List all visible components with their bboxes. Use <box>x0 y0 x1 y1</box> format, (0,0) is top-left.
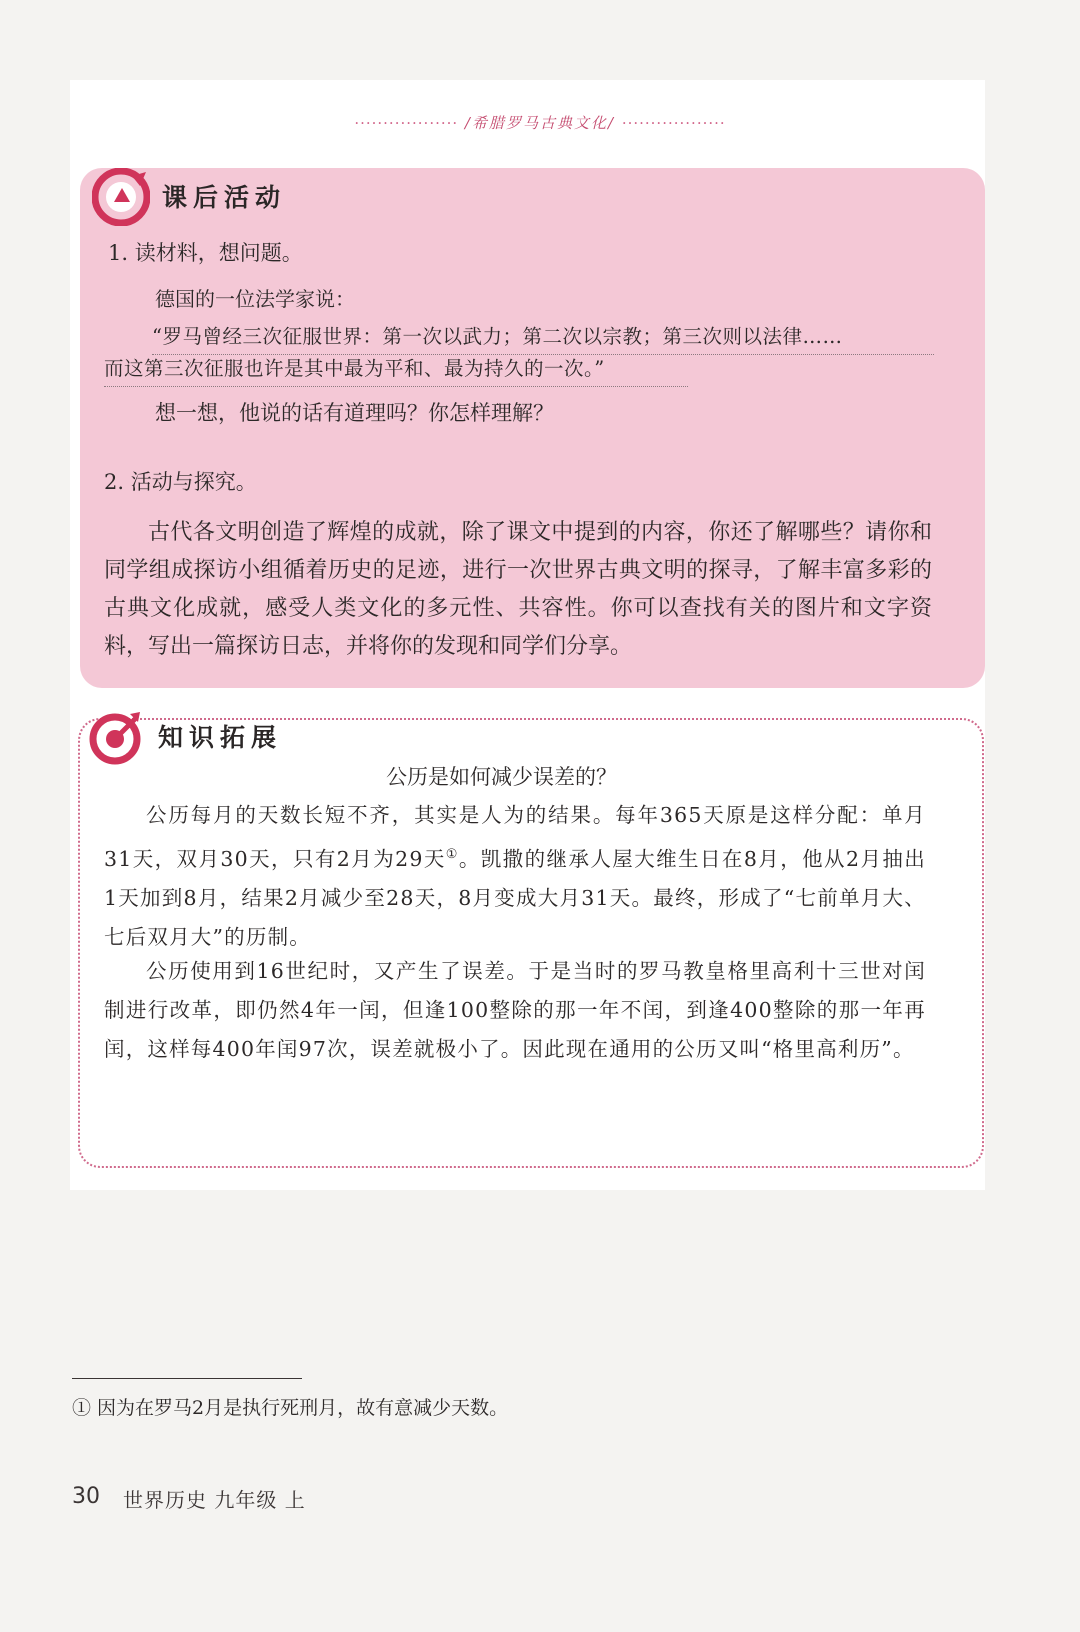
q1-label: 1. 读材料，想问题。 <box>108 241 303 265</box>
knowledge-para2: 公历使用到16世纪时，又产生了误差。于是当时的罗马教皇格里高利十三世对闰制进行改革，即仍然4年一闰，但逢100整除的那一年不闰，到逢400整除的那一年再闰，这样每400年闰97次，误差就极小了。因此现在通用的公历又叫“格里高利历”。 <box>104 959 926 1061</box>
q1-prompt: 想一想，他说的话有道理吗？你怎样理解？ <box>155 401 554 425</box>
book-title: 世界历史 九年级 上 <box>123 1488 306 1512</box>
knowledge-subtitle: 公历是如何减少误差的？ <box>386 765 617 789</box>
activity-icon <box>92 168 150 226</box>
knowledge-title: 知识拓展 <box>158 723 283 752</box>
knowledge-icon <box>86 708 144 766</box>
q1-quote-line2: 而这第三次征服也许是其中最为平和、最为持久的一次。” <box>104 352 688 387</box>
q2-body: 古代各文明创造了辉煌的成就，除了课文中提到的内容，你还了解哪些？请你和同学组成探访小组循着历史的足迹，进行一次世界古典文明的探寻，了解丰富多彩的古典文化成就，感受人类文化的多元性、共容性。你可以查找有关的图片和文字资料，写出一篇探访日志，并将你的发现和同学们分享。 <box>104 520 932 659</box>
para1-part-b: 。凯撒的继承人屋大维生日在8月，他从2月抽出1天加到8月，结果2月减少至28天，8月变成大月31天。最终，形成了“七前单月大、七后双月大”的历制。 <box>104 846 926 949</box>
footnote-mark: ① <box>445 847 459 862</box>
q1-quote-line1: “罗马曾经三次征服世界：第一次以武力；第二次以宗教；第三次则以法律…… <box>152 320 934 355</box>
q2-label: 2. 活动与探究。 <box>104 470 257 494</box>
para1-part-a: 公历每月的天数长短不齐，其实是人为的结果。每年365天原是这样分配：单月31天，双月30天，只有2月为29天 <box>104 803 926 871</box>
header-dots-left: ·················· <box>354 114 459 132</box>
page-number: 30 <box>72 1484 100 1509</box>
q1-intro: 德国的一位法学家说： <box>155 287 355 311</box>
header-dots-right: ·················· <box>621 114 726 132</box>
running-title: 希腊罗马古典文化 <box>471 114 608 132</box>
running-header: ·················· /希腊罗马古典文化/ ·················· <box>354 114 726 132</box>
activity-title: 课后活动 <box>162 183 287 212</box>
knowledge-para1 <box>104 796 926 957</box>
footnote-text: ① 因为在罗马2月是执行死刑月，故有意减少天数。 <box>72 1397 509 1419</box>
footnote-rule <box>72 1378 302 1379</box>
